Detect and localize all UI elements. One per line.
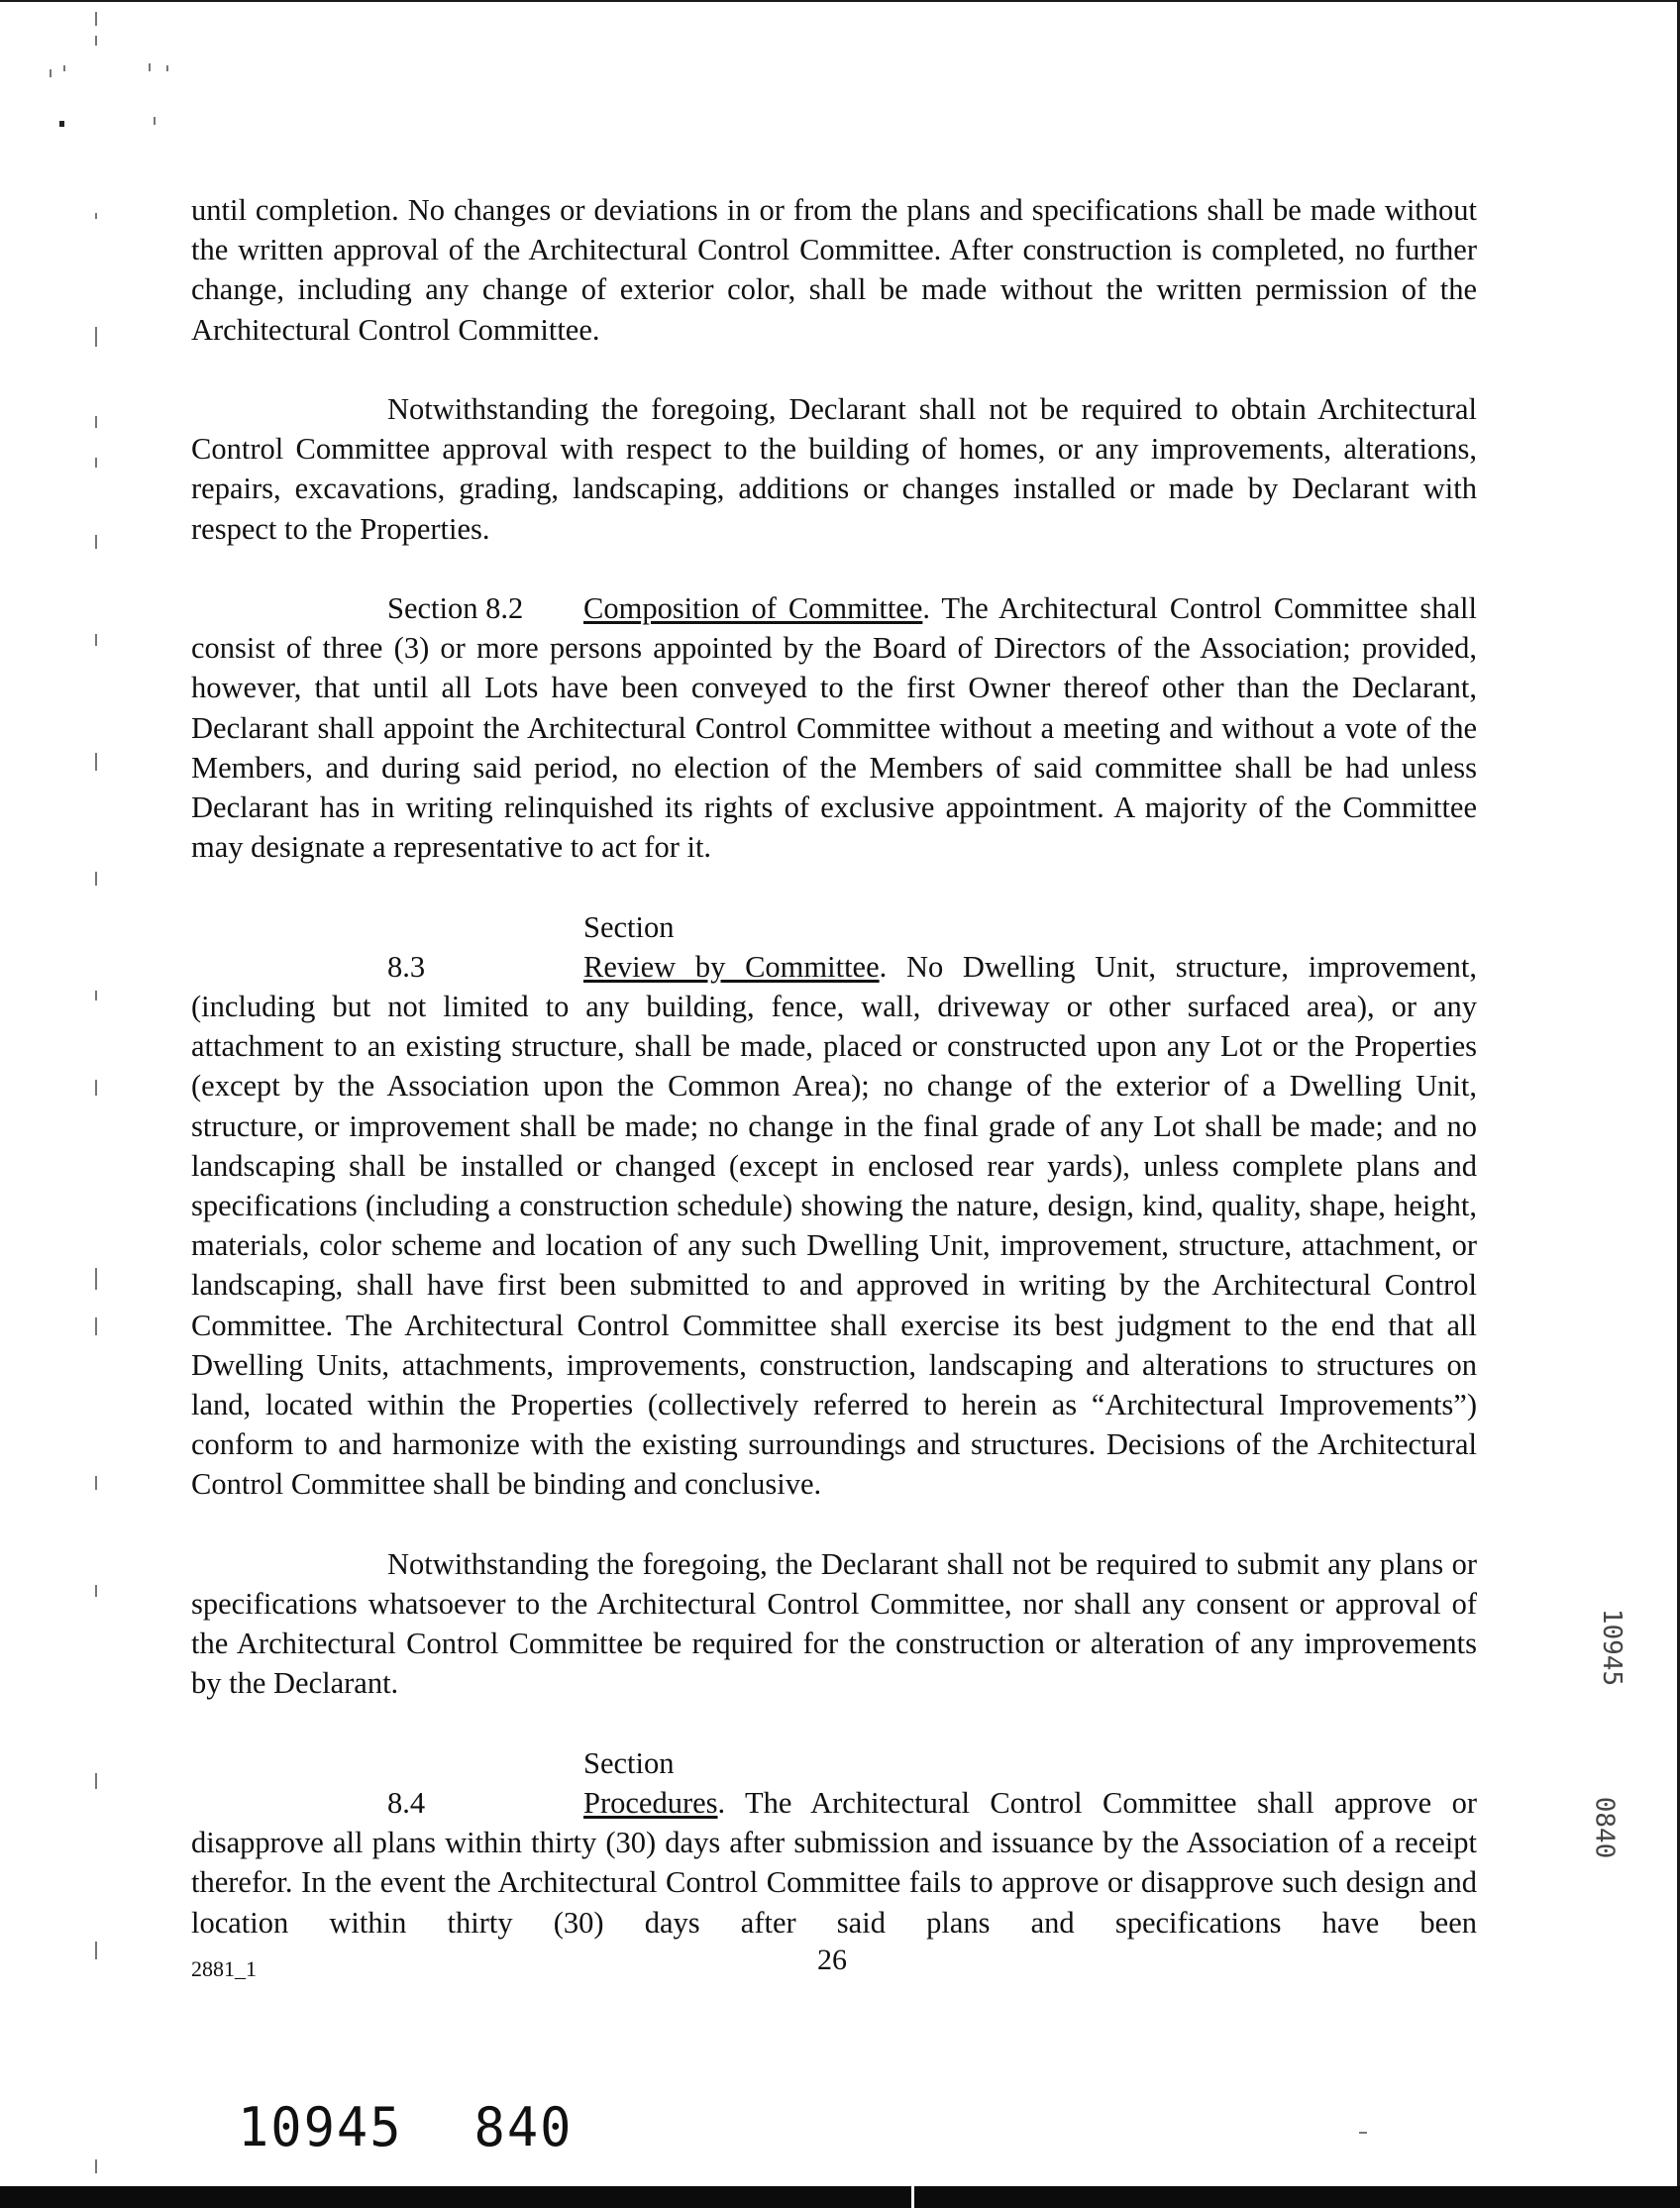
section-text: . The Architectural Control Committee shall approve or disapprove all plans within thirty (30) days after submission and issuance by the Association of a receipt therefor. In the event the Architectural Control Committee fails to approve or disapprove such design and location within thirty (30) days after said plans and specifications have been [191, 1786, 1477, 1940]
section-text: . No Dwelling Unit, structure, improvement, (including but not limited to any building, fence, wall, driveway or other surfaced area), or any attachment to an existing structure, shall be made, placed or constructed upon any Lot or the Properties (except by the Association upon the Common Area); no change of the exterior of a Dwelling Unit, structure, or improvement shall be made; no change in the final grade of any Lot shall be made; and no landscaping shall be installed or changed (except in enclosed rear yards), unless complete plans and specifications (including a construction schedule) showing the nature, design, kind, quality, shape, height, materials, color scheme and location of any such Dwelling Unit, improvement, structure, attachment, or landscaping, shall have first been submitted to and approved in writing by the Architectural Control Committee. The Architectural Control Committee shall exercise its best judgment to the end that all Dwelling Units, attachments, improvements, construction, landscaping and alterations to structures on land, located within the Properties (collectively referred to herein as “Architectural Improvements”) conform to and harmonize with the existing surroundings and structures. Decisions of the Architectural Control Committee shall be binding and conclusive. [191, 949, 1477, 1502]
paragraph-plans-exemption: Notwithstanding the foregoing, the Declarant shall not be required to submit any plans or specifications whatsoever to the Architectural Control Committee, nor shall any consent or approval of the Architectural Control Committee be required for the construction or alteration of any improvements by the Declarant. [191, 1546, 1477, 1701]
margin-stamp-lower: 0840 [1589, 1796, 1620, 1859]
section-title: Composition of Committee [583, 591, 923, 625]
page-number: 26 [817, 1944, 847, 1976]
margin-stamp [1589, 1563, 1636, 1959]
document-body [191, 190, 1477, 1982]
section-text: . The Architectural Control Committee shall consist of three (3) or more persons appointed by the Board of Directors of the Association; provided, however, that until all Lots have been conveyed to the first Owner thereof other than the Declarant, Declarant shall appoint the Architectural Control Committee without a meeting and without a vote of the Members, and during said period, no election of the Members of said committee shall be had unless Declarant has in writing relinquished its rights of exclusive appointment. A majority of the Committee may designate a representative to act for it. [191, 591, 1477, 865]
document-code: 2881_1 [191, 1956, 257, 1981]
section-title: Review by Committee [583, 949, 880, 984]
recording-page: 840 [473, 2096, 574, 2159]
section-title: Procedures [583, 1786, 718, 1821]
section-8-3 [191, 907, 1477, 1505]
recording-book: 10945 [238, 2096, 403, 2159]
section-8-2 [191, 588, 1477, 867]
section-number: Section 8.2 [387, 591, 524, 625]
scan-top-edge [0, 0, 1680, 2]
recording-stamp [238, 2097, 573, 2159]
section-number: Section 8.4 [387, 1745, 675, 1821]
paragraph-declarant-exemption: Notwithstanding the foregoing, Declarant shall not be required to obtain Architectural Control Committee approval with respect to the building of homes, or any improvements, alterations, repairs, excavations, grading, landscaping, additions or changes installed or made by Declarant with respect to the Properties. [191, 392, 1477, 546]
margin-stamp-upper: 10945 [1597, 1608, 1628, 1687]
scan-bottom-edge [0, 2186, 1680, 2208]
section-8-4 [191, 1743, 1477, 1943]
section-number: Section 8.3 [387, 909, 675, 984]
paragraph-continuation: until completion. No changes or deviations in or from the plans and specifications shall be made without the written approval of the Architectural Control Committee. After construction is completed, no further change, including any change of exterior color, shall be made without the written permission of the Architectural Control Committee. [191, 193, 1477, 347]
scan-bottom-notch [911, 2186, 914, 2208]
